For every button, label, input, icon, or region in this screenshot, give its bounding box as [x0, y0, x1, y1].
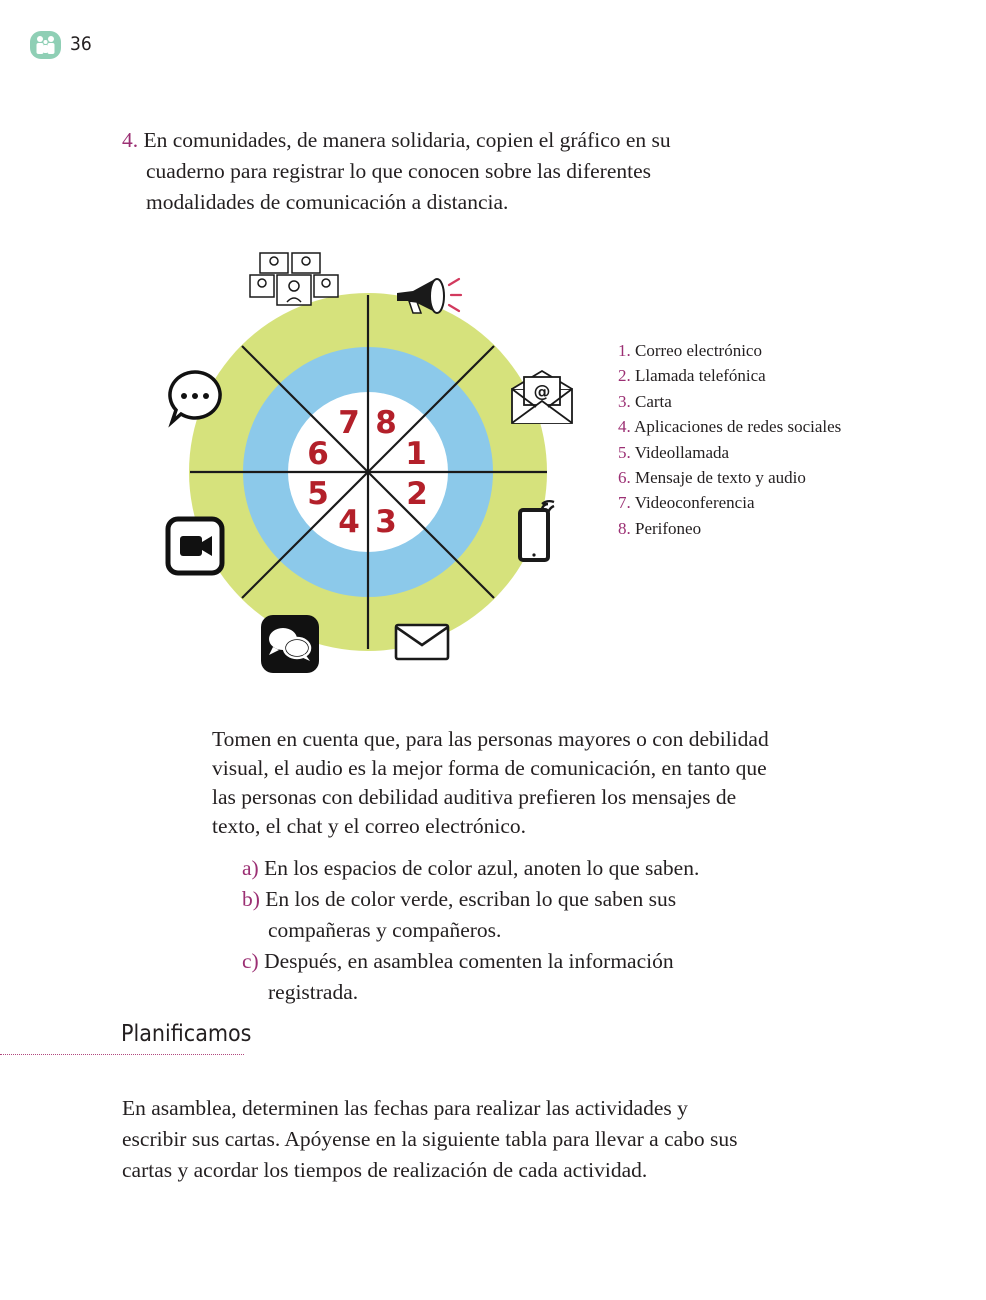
legend-number: 7. [618, 493, 631, 513]
sub-item-a [242, 853, 762, 884]
legend-number: 4. [618, 417, 631, 437]
sector-number-6: 6 [307, 436, 329, 472]
legend-item [618, 490, 841, 515]
sub-item-b [242, 884, 762, 946]
sector-number-3: 3 [375, 504, 397, 540]
planning-paragraph: En asamblea, determinen las fechas para realizar las actividades y escribir sus cartas. Apóyense en la siguiente tabla para llevar a cabo sus cartas y acordar los tiempos de realización de cada actividad. [122, 1096, 738, 1182]
sub-item-c [242, 946, 762, 1008]
sub-instructions [242, 853, 762, 1008]
legend-number: 6. [618, 468, 631, 488]
legend-item [618, 338, 841, 363]
sub-item-letter: a) [242, 856, 259, 880]
envelope-icon [396, 625, 448, 659]
sub-item-letter: c) [242, 949, 259, 973]
sub-item-text: Después, en asamblea comenten la información registrada. [264, 949, 674, 1004]
sub-item-letter: b) [242, 887, 260, 911]
legend-number: 1. [618, 341, 631, 360]
legend-item [618, 516, 841, 541]
sub-item-text: En los espacios de color azul, anoten lo que saben. [264, 856, 700, 880]
phone-signal-icon [520, 501, 554, 560]
sector-lines [190, 295, 547, 649]
communication-wheel-diagram [150, 245, 590, 685]
sector-number-5: 5 [307, 476, 329, 512]
sector-number-1: 1 [405, 436, 427, 472]
legend-number: 5. [618, 442, 631, 462]
video-camera-icon [168, 519, 222, 573]
email-envelope-icon [512, 371, 572, 423]
diagram-legend [618, 338, 841, 541]
sector-number-7: 7 [338, 405, 360, 441]
legend-label: Llamada telefónica [635, 366, 766, 386]
legend-label: Perifoneo [635, 518, 702, 538]
legend-label: Mensaje de texto y audio [635, 468, 806, 488]
legend-label: Videollamada [634, 442, 730, 462]
people-group-icon [30, 31, 61, 59]
legend-item [618, 440, 841, 465]
legend-number: 2. [618, 366, 631, 386]
videoconference-icon [250, 253, 338, 305]
legend-number: 8. [618, 518, 631, 538]
page-number: 36 [70, 33, 92, 55]
svg-text:@: @ [533, 382, 551, 402]
legend-label: Correo electrónico [635, 341, 762, 360]
legend-label: Aplicaciones de redes sociales [634, 417, 842, 437]
legend-label: Videoconferencia [634, 493, 755, 513]
sector-number-2: 2 [406, 476, 428, 512]
step-4-text: En comunidades, de manera solidaria, copien el gráfico en su cuaderno para registrar lo que conocen sobre las diferentes modalidades de comunicación a distancia. [143, 128, 671, 214]
chat-bubbles-icon [261, 615, 319, 673]
legend-item [618, 414, 841, 439]
sector-number-8: 8 [375, 405, 397, 441]
legend-label: Carta [635, 391, 672, 411]
step-4-number: 4. [122, 128, 139, 152]
legend-item [618, 465, 841, 490]
legend-number: 3. [618, 391, 631, 411]
section-title: Planificamos [121, 1021, 252, 1047]
legend-item [618, 363, 841, 388]
sub-item-text: En los de color verde, escriban lo que saben sus compañeras y compañeros. [265, 887, 677, 942]
step-4-instruction [122, 125, 682, 218]
legend-item [618, 389, 841, 414]
section-divider [0, 1054, 244, 1055]
note-paragraph: Tomen en cuenta que, para las personas mayores o con debilidad visual, el audio es la mejor forma de comunicación, en tanto que las personas con debilidad auditiva prefieren los mensajes de texto, el chat y el correo electrónico. [212, 727, 769, 838]
sector-number-4: 4 [338, 504, 360, 540]
